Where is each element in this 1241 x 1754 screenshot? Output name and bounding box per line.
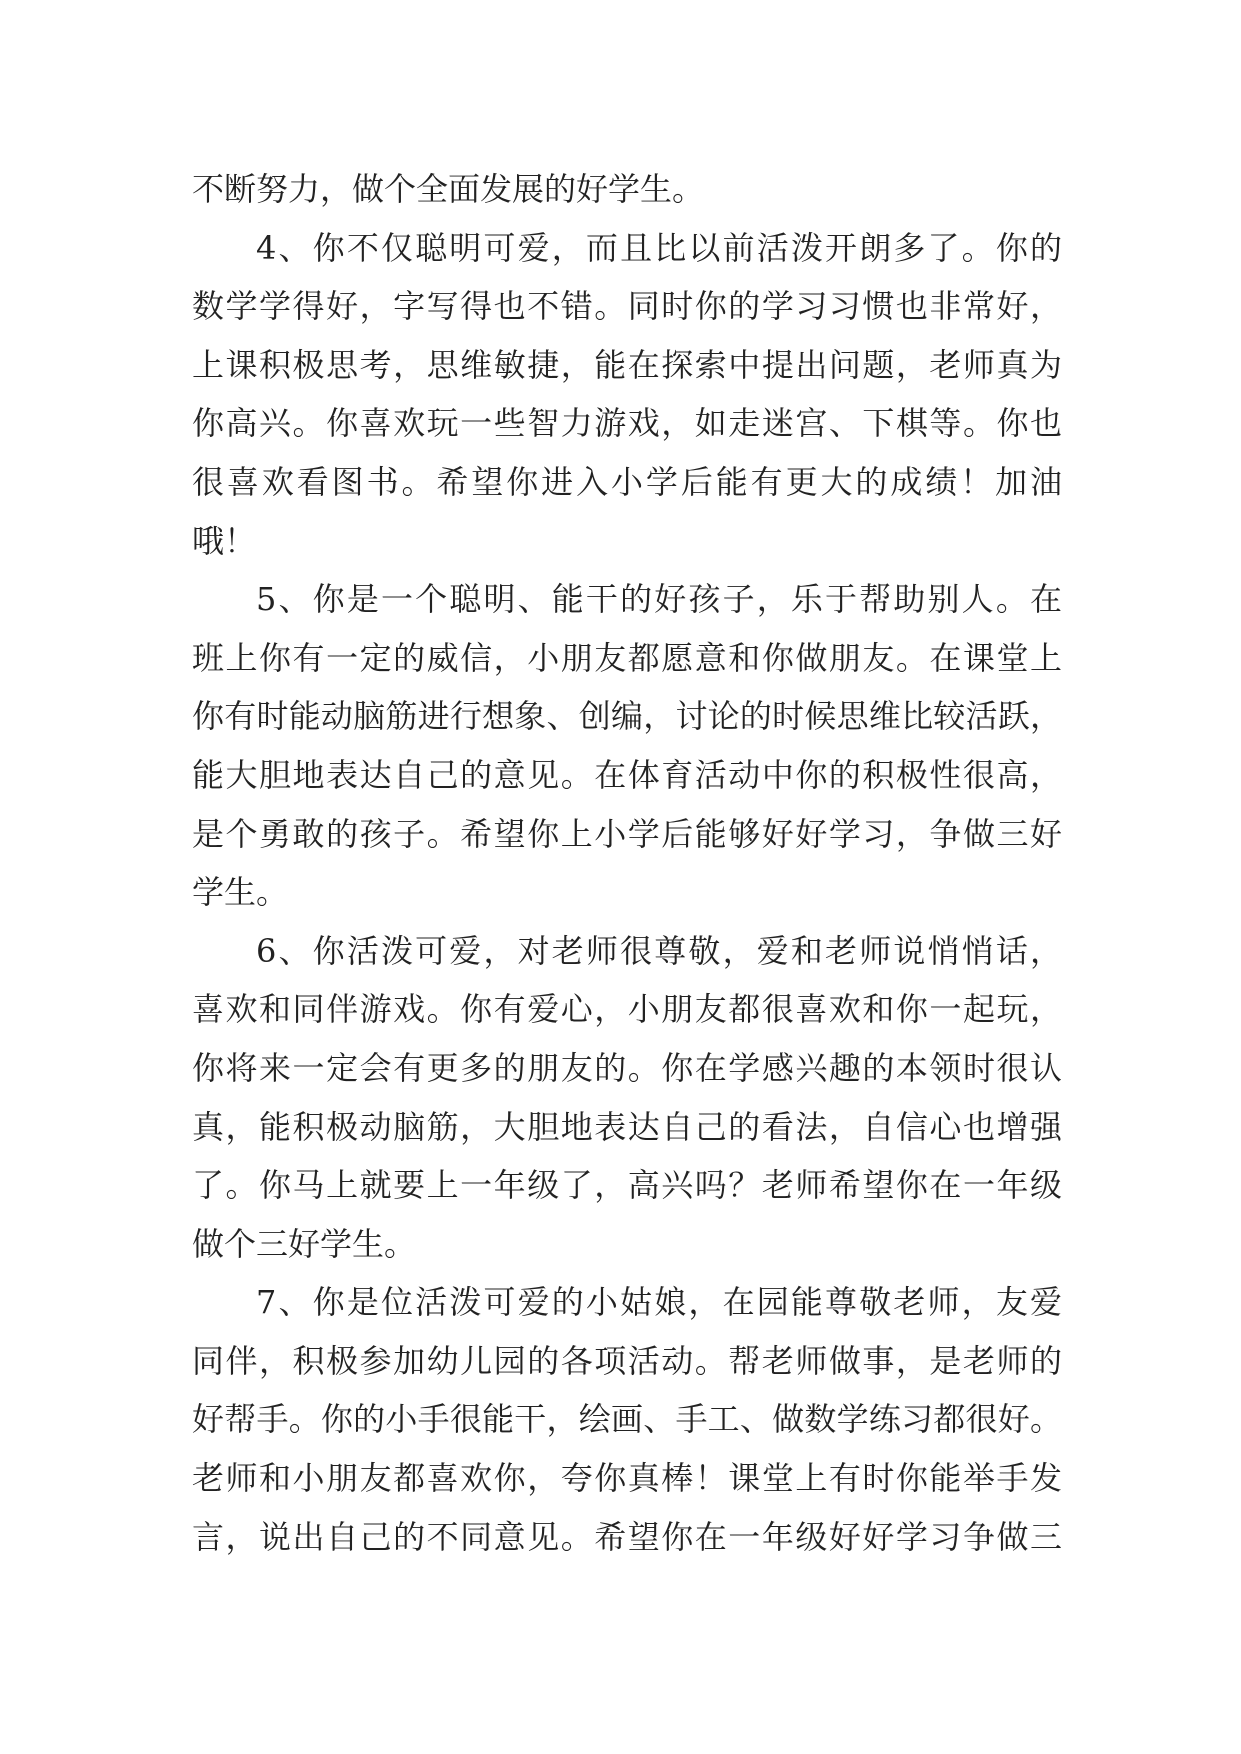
paragraph-first-line: 7、你是位活泼可爱的小姑娘，在园能尊敬老师，友爱: [256, 1283, 1062, 1322]
text-line: 学生。: [192, 873, 289, 912]
text-line: 做个三好学生。: [192, 1224, 417, 1263]
paragraph-first-line: 6、你活泼可爱，对老师很尊敬，爱和老师说悄悄话，: [256, 931, 1062, 970]
text-line: 上课积极思考，思维敏捷，能在探索中提出问题，老师真为: [192, 345, 1062, 384]
text-line: 很喜欢看图书。希望你进入小学后能有更大的成绩！加油: [192, 462, 1062, 501]
text-line: 数学学得好，字写得也不错。同时你的学习习惯也非常好，: [192, 287, 1062, 326]
text-line: 哦！: [192, 521, 257, 560]
text-line: 你将来一定会有更多的朋友的。你在学感兴趣的本领时很认: [192, 1048, 1062, 1087]
text-line: 老师和小朋友都喜欢你，夸你真棒！课堂上有时你能举手发: [192, 1459, 1062, 1498]
text-line: 是个勇敢的孩子。希望你上小学后能够好好学习，争做三好: [192, 814, 1062, 853]
text-line: 真，能积极动脑筋，大胆地表达自己的看法，自信心也增强: [192, 1107, 1062, 1146]
text-line: 了。你马上就要上一年级了，高兴吗？老师希望你在一年级: [192, 1166, 1062, 1205]
text-line: 不断努力，做个全面发展的好学生。: [192, 170, 705, 208]
document-body: [192, 160, 1062, 1566]
text-line: 能大胆地表达自己的意见。在体育活动中你的积极性很高，: [192, 755, 1062, 794]
text-line: 你高兴。你喜欢玩一些智力游戏，如走迷宫、下棋等。你也: [192, 404, 1062, 443]
paragraph-first-line: 4、你不仅聪明可爱，而且比以前活泼开朗多了。你的: [256, 228, 1062, 267]
text-line: 班上你有一定的威信，小朋友都愿意和你做朋友。在课堂上: [192, 638, 1062, 677]
text-line: 好帮手。你的小手很能干，绘画、手工、做数学练习都很好。: [192, 1400, 1062, 1439]
text-line: 同伴，积极参加幼儿园的各项活动。帮老师做事，是老师的: [192, 1341, 1062, 1380]
text-line: 喜欢和同伴游戏。你有爱心，小朋友都很喜欢和你一起玩，: [192, 990, 1062, 1029]
text-line: 你有时能动脑筋进行想象、创编，讨论的时候思维比较活跃，: [192, 697, 1062, 736]
text-line: 言，说出自己的不同意见。希望你在一年级好好学习争做三: [192, 1517, 1062, 1556]
paragraph-first-line: 5、你是一个聪明、能干的好孩子，乐于帮助别人。在: [256, 580, 1062, 619]
